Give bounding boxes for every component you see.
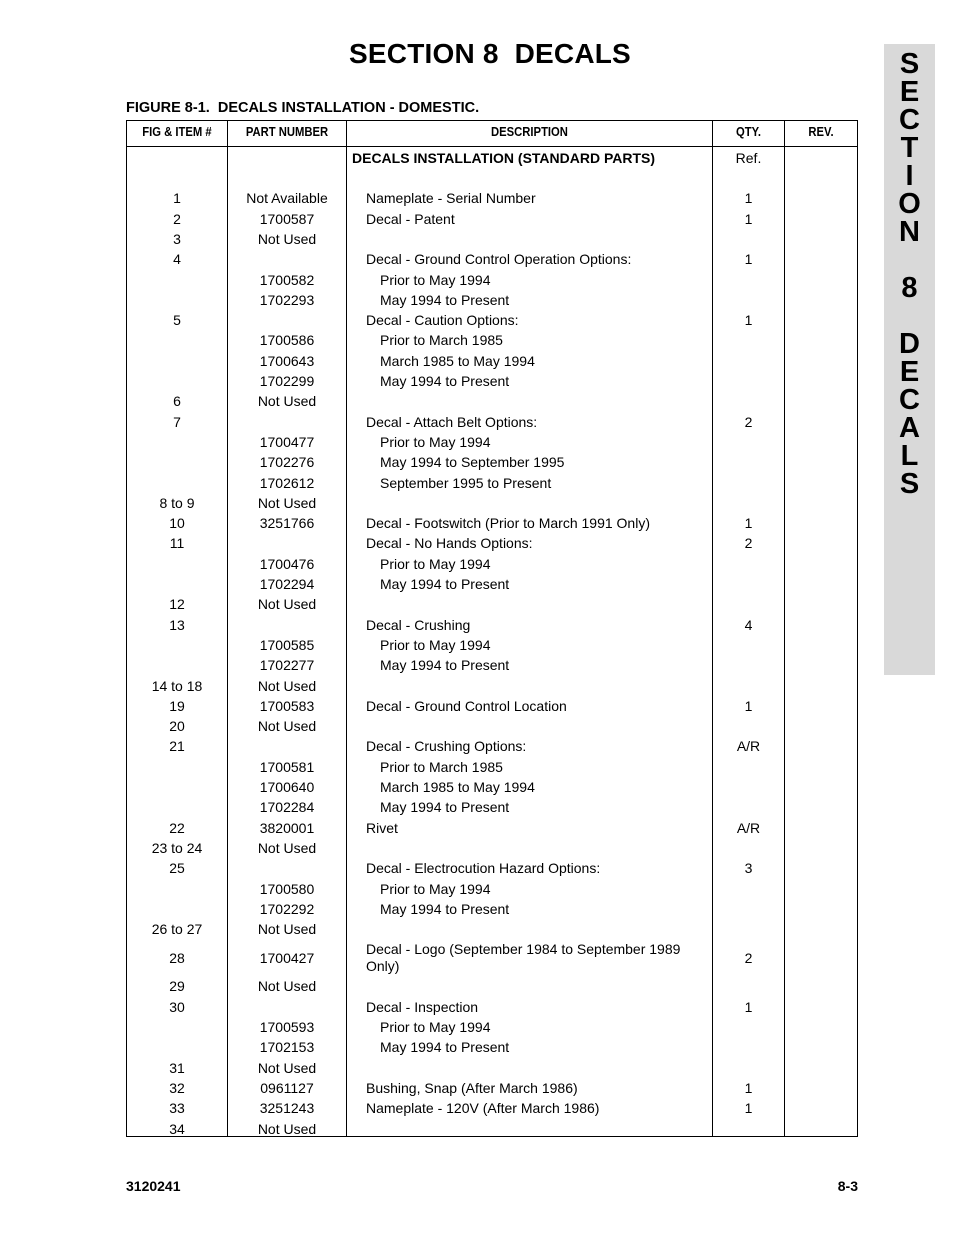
table-row: [127, 999, 857, 1019]
part-number-cell: Not Used: [257, 494, 317, 511]
header-description: DESCRIPTION: [491, 125, 568, 139]
table-row: [127, 312, 857, 332]
fig-item-cell: 10: [169, 515, 185, 532]
part-number-cell: 3251243: [259, 1100, 315, 1117]
table-row: [127, 799, 857, 819]
table-row: [127, 617, 857, 637]
side-tab-letter: D: [899, 328, 920, 360]
fig-item-cell: 19: [169, 697, 185, 714]
table-row: [127, 738, 857, 758]
part-number-cell: 1700581: [259, 758, 315, 775]
description-cell: May 1994 to Present: [380, 900, 510, 917]
table-row: [127, 190, 857, 210]
part-number-cell: 1702612: [259, 474, 315, 491]
part-number-cell: Not Used: [257, 1120, 317, 1137]
description-cell: Decal - Logo (September 1984 to September 1989 Only): [366, 941, 681, 975]
table-row: [127, 860, 857, 880]
table-row: [127, 150, 857, 170]
part-number-cell: 1702294: [259, 576, 315, 592]
table-row: [127, 373, 857, 393]
document-number: 3120241: [126, 1178, 181, 1194]
description-cell: DECALS INSTALLATION (STANDARD PARTS): [352, 150, 656, 166]
table-row: [127, 881, 857, 901]
side-tab-letter: E: [899, 76, 920, 108]
header-rev: REV.: [808, 125, 834, 139]
part-number-cell: Not Used: [257, 677, 317, 694]
description-cell: March 1985 to May 1994: [380, 779, 535, 795]
part-number-cell: 1702284: [259, 799, 315, 816]
part-number-cell: 1702276: [259, 454, 315, 471]
fig-item-cell: 32: [169, 1079, 185, 1096]
table-row: [127, 393, 857, 413]
part-number-cell: 1700582: [259, 271, 315, 288]
description-cell: Prior to May 1994: [380, 1019, 491, 1035]
part-number-cell: Not Used: [257, 596, 317, 613]
table-row: [127, 495, 857, 515]
table-row: [127, 718, 857, 738]
description-cell: Decal - Electrocution Hazard Options:: [366, 860, 601, 877]
part-number-cell: Not Used: [257, 1059, 317, 1076]
table-row: [127, 657, 857, 677]
table-row: [127, 941, 857, 978]
qty-cell: 1: [744, 1100, 753, 1117]
side-tab-letter: S: [899, 468, 920, 500]
part-number-cell: 1700476: [259, 555, 315, 572]
description-cell: Decal - Ground Control Location: [366, 697, 567, 714]
side-tab-letter: S: [899, 48, 920, 80]
side-tab-text: [884, 50, 935, 498]
qty-cell: A/R: [736, 738, 761, 755]
description-cell: Decal - Ground Control Operation Options:: [366, 251, 632, 268]
table-row: [127, 454, 857, 474]
part-number-cell: 1700585: [259, 636, 315, 653]
table-row: [127, 332, 857, 352]
fig-item-cell: 34: [169, 1120, 185, 1137]
fig-item-cell: 33: [169, 1100, 185, 1117]
header-divider: [127, 146, 857, 147]
table-row: [127, 698, 857, 718]
part-number-cell: Not Used: [257, 978, 317, 995]
fig-item-cell: 31: [169, 1059, 185, 1076]
table-row: [127, 1080, 857, 1100]
description-cell: Decal - Crushing: [366, 616, 471, 633]
description-cell: Nameplate - Serial Number: [366, 190, 536, 207]
fig-item-cell: 21: [169, 738, 185, 755]
qty-cell: 1: [744, 515, 753, 532]
table-row: [127, 576, 857, 596]
description-cell: Prior to March 1985: [380, 332, 503, 349]
figure-title: FIGURE 8-1. DECALS INSTALLATION - DOMESTIC.: [126, 100, 480, 116]
part-number-cell: 3820001: [259, 819, 315, 836]
fig-item-cell: 29: [169, 978, 185, 995]
part-number-cell: 1700427: [259, 950, 315, 967]
fig-item-cell: 14 to 18: [151, 677, 203, 694]
part-number-cell: 1700580: [259, 880, 315, 897]
part-number-cell: 1702153: [259, 1039, 315, 1056]
part-number-cell: Not Used: [257, 921, 317, 938]
description-cell: May 1994 to Present: [380, 373, 510, 389]
part-number-cell: 1700586: [259, 332, 315, 349]
fig-item-cell: 3: [173, 230, 181, 247]
description-cell: May 1994 to Present: [380, 799, 510, 816]
header-qty: QTY.: [735, 125, 762, 139]
fig-item-cell: 7: [173, 413, 181, 430]
table-row: [127, 978, 857, 998]
part-number-cell: 1700583: [259, 697, 315, 714]
description-cell: May 1994 to Present: [380, 576, 510, 592]
part-number-cell: 0961127: [260, 1079, 314, 1096]
fig-item-cell: 13: [169, 616, 185, 633]
side-tab-letter: I: [905, 160, 914, 192]
table-row: [127, 1019, 857, 1039]
description-cell: May 1994 to Present: [380, 657, 510, 674]
table-row: [127, 292, 857, 312]
qty-cell: 2: [744, 950, 753, 967]
fig-item-cell: 4: [173, 251, 181, 268]
side-tab-letter: [884, 246, 935, 274]
qty-cell: 1: [744, 697, 753, 714]
part-number-cell: 1702277: [259, 657, 315, 674]
table-row: [127, 637, 857, 657]
fig-item-cell: 12: [169, 596, 185, 613]
part-number-cell: 1700643: [259, 352, 315, 369]
table-row: [127, 1060, 857, 1080]
side-tab-letter: E: [899, 356, 920, 388]
qty-cell: 1: [744, 190, 753, 207]
part-number-cell: 1702299: [259, 373, 315, 389]
table-row: [127, 1100, 857, 1120]
table-row: [127, 759, 857, 779]
description-cell: Prior to May 1994: [380, 555, 491, 572]
table-row: [127, 840, 857, 860]
side-tab-letter: O: [898, 188, 921, 220]
description-cell: Decal - Patent: [366, 210, 455, 227]
description-cell: Prior to May 1994: [380, 433, 491, 450]
table-row: [127, 272, 857, 292]
table-row: [127, 678, 857, 698]
table-row: [127, 251, 857, 271]
side-tab-letter: C: [899, 384, 920, 416]
side-tab-letter: [884, 302, 935, 330]
qty-cell: 1: [744, 1079, 753, 1096]
side-tab-letter: N: [899, 216, 920, 248]
fig-item-cell: 22: [169, 819, 185, 836]
table-row: [127, 434, 857, 454]
side-tab-letter: 8: [901, 272, 918, 304]
side-tab-letter: T: [900, 132, 919, 164]
fig-item-cell: 30: [169, 998, 185, 1015]
description-cell: Decal - Inspection: [366, 998, 479, 1015]
part-number-cell: Not Used: [257, 230, 317, 247]
qty-cell: 1: [744, 210, 753, 227]
qty-cell: 1: [744, 998, 753, 1015]
description-cell: May 1994 to Present: [380, 291, 510, 308]
part-number-cell: 3251766: [259, 515, 315, 532]
table-row: [127, 1039, 857, 1059]
fig-item-cell: 26 to 27: [151, 921, 203, 938]
table-row: [127, 820, 857, 840]
fig-item-cell: 8 to 9: [159, 494, 195, 511]
page-title: SECTION 8 DECALS: [349, 38, 631, 69]
page-number: 8-3: [837, 1178, 858, 1194]
part-number-cell: 1700477: [259, 433, 315, 450]
header-part-number: PART NUMBER: [245, 125, 329, 139]
fig-item-cell: 6: [173, 393, 181, 410]
qty-cell: 4: [744, 616, 753, 633]
description-cell: Rivet: [366, 819, 398, 836]
part-number-cell: Not Available: [246, 190, 328, 207]
qty-cell: 2: [744, 535, 753, 552]
part-number-cell: Not Used: [257, 393, 317, 410]
description-cell: Prior to May 1994: [380, 880, 491, 897]
qty-cell: 1: [744, 312, 753, 329]
section-side-tab: [884, 44, 935, 675]
part-number-cell: Not Used: [257, 839, 317, 856]
description-cell: March 1985 to May 1994: [380, 352, 535, 369]
description-cell: Prior to May 1994: [380, 271, 491, 288]
qty-cell: Ref.: [735, 150, 762, 166]
table-row: [127, 779, 857, 799]
table-row: [127, 211, 857, 231]
parts-table: [126, 120, 858, 1137]
table-row: [127, 1121, 857, 1141]
fig-item-cell: 25: [169, 860, 185, 877]
qty-cell: 2: [744, 413, 753, 430]
description-cell: Decal - Attach Belt Options:: [366, 413, 538, 430]
description-cell: Decal - No Hands Options:: [366, 535, 533, 552]
fig-item-cell: 2: [173, 210, 181, 227]
qty-cell: 3: [744, 860, 753, 877]
description-cell: Prior to May 1994: [380, 636, 491, 653]
description-cell: May 1994 to September 1995: [380, 454, 565, 471]
table-row: [127, 353, 857, 373]
description-cell: Decal - Footswitch (Prior to March 1991 Only): [366, 515, 650, 532]
description-cell: Decal - Crushing Options:: [366, 738, 527, 755]
fig-item-cell: 11: [169, 535, 185, 552]
side-tab-letter: A: [899, 412, 920, 444]
fig-item-cell: 23 to 24: [151, 839, 203, 856]
description-cell: Prior to March 1985: [380, 758, 503, 775]
header-fig-item: FIG & ITEM #: [142, 125, 212, 139]
part-number-cell: 1702292: [259, 900, 315, 917]
description-cell: Decal - Caution Options:: [366, 312, 519, 329]
part-number-cell: Not Used: [257, 718, 317, 735]
table-row: [127, 535, 857, 555]
part-number-cell: 1700587: [259, 210, 315, 227]
qty-cell: A/R: [736, 819, 761, 836]
description-cell: Nameplate - 120V (After March 1986): [366, 1100, 600, 1117]
table-row: [127, 231, 857, 251]
description-cell: September 1995 to Present: [380, 474, 552, 491]
table-row: [127, 921, 857, 941]
fig-item-cell: 5: [173, 312, 181, 329]
fig-item-cell: 1: [173, 190, 181, 207]
qty-cell: 1: [744, 251, 753, 268]
table-row: [127, 414, 857, 434]
table-row: [127, 556, 857, 576]
fig-item-cell: 28: [169, 950, 185, 967]
part-number-cell: 1700593: [259, 1019, 315, 1035]
description-cell: May 1994 to Present: [380, 1039, 510, 1056]
table-row: [127, 596, 857, 616]
fig-item-cell: 20: [169, 718, 185, 735]
part-number-cell: 1702293: [259, 291, 315, 308]
part-number-cell: 1700640: [259, 779, 315, 795]
table-row: [127, 515, 857, 535]
table-row: [127, 901, 857, 921]
description-cell: Bushing, Snap (After March 1986): [366, 1079, 578, 1096]
side-tab-letter: L: [900, 440, 919, 472]
table-row: [127, 475, 857, 495]
side-tab-letter: C: [899, 104, 920, 136]
